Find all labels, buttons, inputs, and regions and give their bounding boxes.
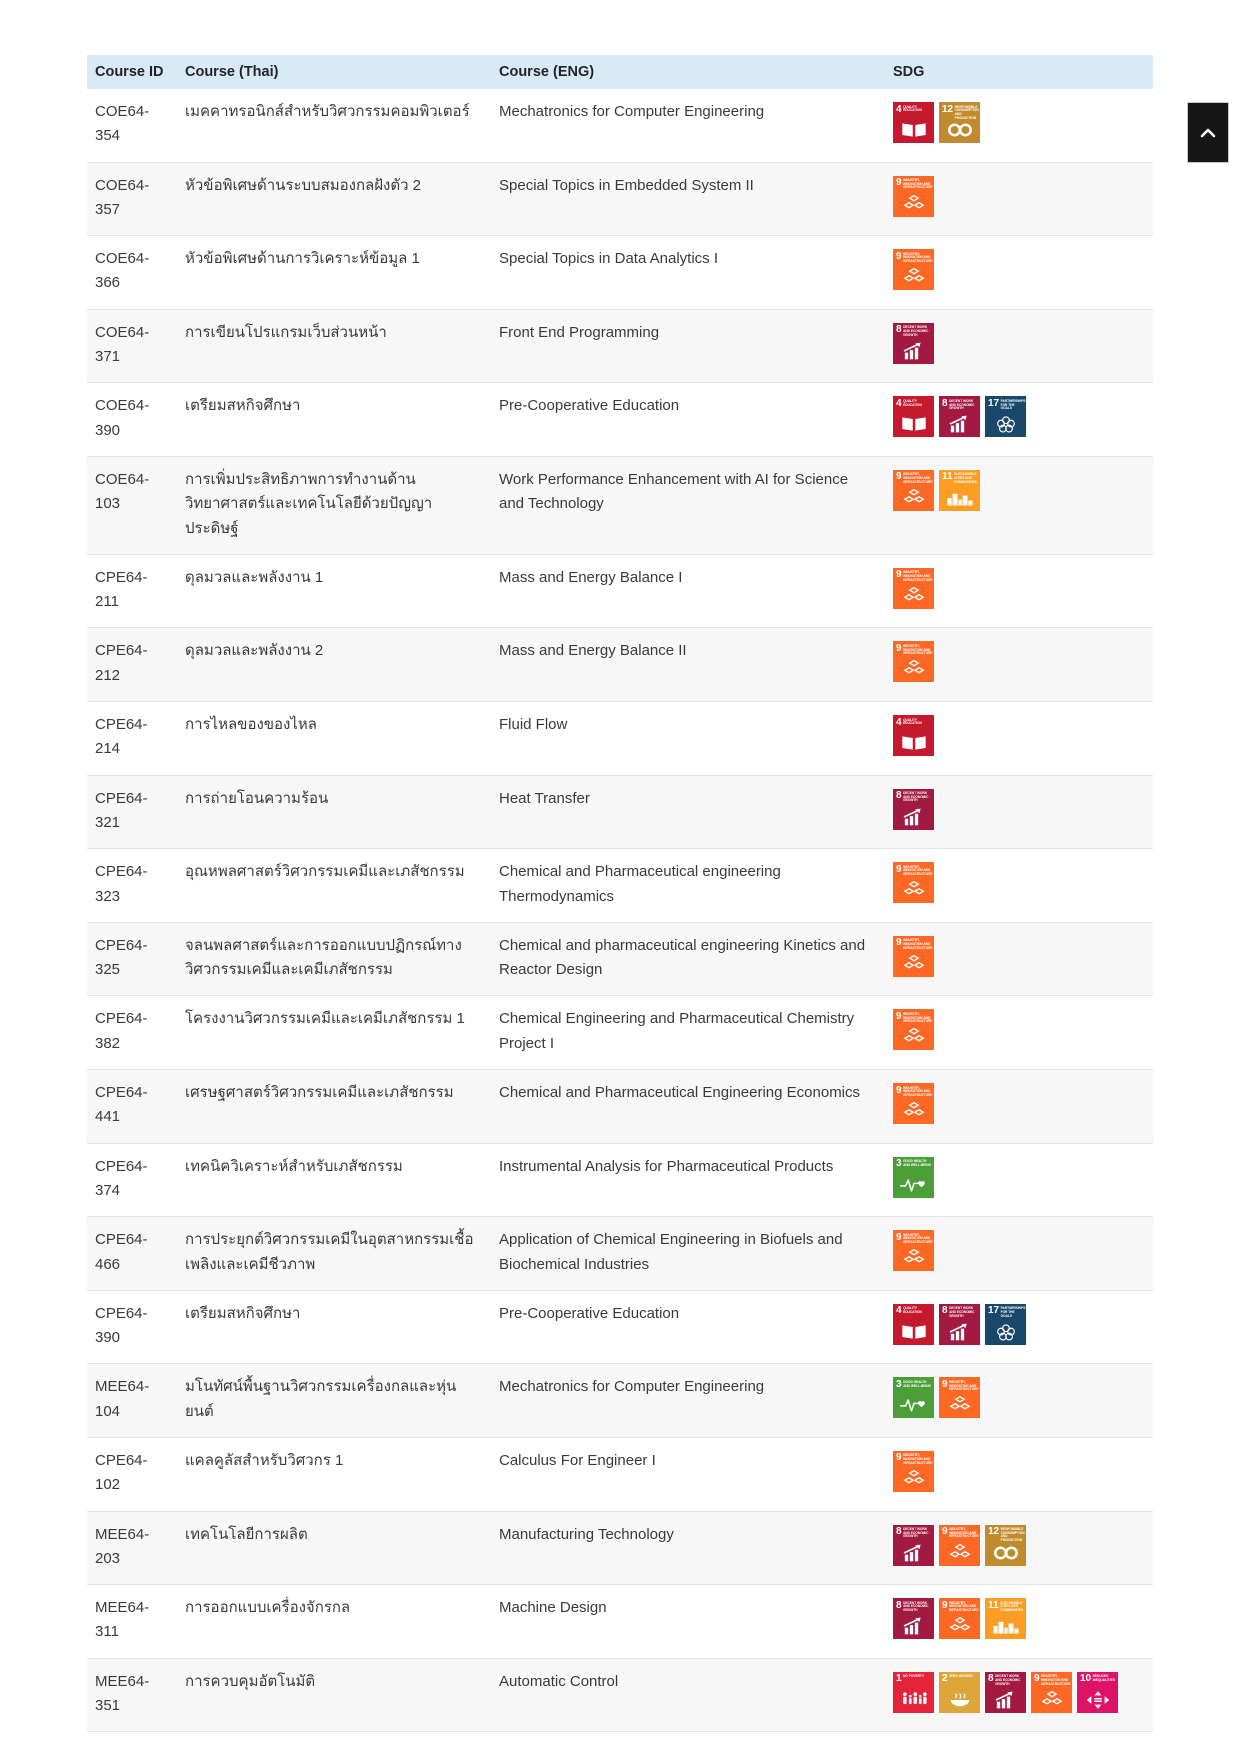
course-eng-cell: Front End Programming — [499, 323, 660, 341]
course-id-cell: COE64-354 — [95, 103, 150, 145]
table-row — [87, 996, 1153, 1070]
table-row — [87, 1511, 1153, 1585]
course-thai-cell: เศรษฐศาสตร์วิศวกรรมเคมีและเภสัชกรรม — [185, 1084, 454, 1102]
sdg-cell — [885, 849, 1153, 923]
sdg-9-industry-innovation-icon: 9 INDUSTRY, INNOVATION AND INFRASTRUCTURE — [939, 1377, 980, 1418]
sdg-9-industry-innovation-icon: 9 INDUSTRY, INNOVATION AND INFRASTRUCTURE — [893, 568, 934, 609]
sdg-9-industry-innovation-icon: 9 INDUSTRY, INNOVATION AND INFRASTRUCTURE — [1031, 1672, 1072, 1713]
table-row — [87, 1437, 1153, 1511]
sdg-8-decent-work-icon: 8 DECENT WORK AND ECONOMIC GROWTH — [893, 789, 934, 830]
course-thai-cell: เทคโนโลยีการผลิต — [185, 1525, 308, 1543]
sdg-icon-group — [893, 639, 1145, 682]
sdg-icon-group — [893, 934, 1145, 977]
course-id-cell: COE64-371 — [95, 323, 150, 366]
course-thai-cell: อุณหพลศาสตร์วิศวกรรมเคมีและเภสัชกรรม — [185, 863, 465, 881]
sdg-17-partnerships-icon: 17 PARTNERSHIPS FOR THE GOALS — [985, 1304, 1026, 1345]
sdg-10-reduced-inequalities-icon: 10 REDUCED INEQUALITIES — [1077, 1672, 1118, 1713]
sdg-12-responsible-consumption-icon: 12 RESPONSIBLE CONSUMPTION AND PRODUCTION — [985, 1525, 1026, 1566]
sdg-cell — [885, 383, 1153, 457]
course-thai-cell: การไหลของของไหล — [185, 716, 317, 734]
table-row — [87, 309, 1153, 383]
table-row — [87, 849, 1153, 923]
course-eng-cell: Automatic Control — [499, 1672, 619, 1690]
course-thai-cell: การประยุกต์วิศวกรรมเคมีในอุตสาหกรรมเชื้อเพลิงและเคมีชีวภาพ — [185, 1231, 474, 1273]
course-eng-cell: Heat Transfer — [499, 789, 590, 807]
sdg-icon-group — [893, 247, 1145, 290]
column-header-sdg: SDG — [885, 55, 1153, 89]
course-id-cell: CPE64-211 — [95, 568, 148, 611]
course-thai-cell: การเขียนโปรแกรมเว็บส่วนหน้า — [185, 323, 387, 341]
course-id-cell: CPE64-466 — [95, 1231, 148, 1273]
sdg-icon-group — [893, 1670, 1145, 1713]
course-eng-cell: Chemical and pharmaceutical engineering Kinetics and Reactor Design — [499, 936, 866, 979]
courses-table-container — [87, 55, 1153, 1732]
course-id-cell: CPE64-374 — [95, 1157, 148, 1199]
table-row — [87, 1217, 1153, 1291]
course-id-cell: COE64-103 — [95, 470, 150, 513]
course-thai-cell: แคลคูลัสสำหรับวิศวกร 1 — [185, 1451, 344, 1469]
course-id-cell: CPE64-325 — [95, 936, 148, 979]
sdg-cell — [885, 1511, 1153, 1585]
sdg-cell — [885, 775, 1153, 849]
table-row — [87, 775, 1153, 849]
course-eng-cell: Work Performance Enhancement with AI for Science and Technology — [499, 470, 849, 513]
sdg-icon-group — [893, 1375, 1145, 1418]
course-id-cell: CPE64-323 — [95, 863, 148, 905]
sdg-9-industry-innovation-icon: 9 INDUSTRY, INNOVATION AND INFRASTRUCTURE — [893, 249, 934, 290]
sdg-cell — [885, 996, 1153, 1070]
course-id-cell: CPE64-390 — [95, 1304, 148, 1347]
table-row — [87, 1658, 1153, 1732]
sdg-cell — [885, 922, 1153, 996]
course-eng-cell: Machine Design — [499, 1599, 607, 1617]
sdg-9-industry-innovation-icon: 9 INDUSTRY, INNOVATION AND INFRASTRUCTURE — [893, 1009, 934, 1050]
course-id-cell: CPE64-212 — [95, 642, 148, 684]
table-row — [87, 456, 1153, 554]
table-row — [87, 1585, 1153, 1659]
course-thai-cell: หัวข้อพิเศษด้านระบบสมองกลฝังตัว 2 — [185, 176, 422, 194]
course-thai-cell: มโนทัศน์พื้นฐานวิศวกรรมเครื่องกลและหุ่นยนต์ — [185, 1378, 457, 1420]
sdg-icon-group — [893, 321, 1145, 364]
sdg-cell — [885, 1364, 1153, 1438]
table-row — [87, 89, 1153, 162]
table-header — [87, 55, 1153, 89]
course-eng-cell: Pre-Cooperative Education — [499, 397, 680, 415]
sdg-9-industry-innovation-icon: 9 INDUSTRY, INNOVATION AND INFRASTRUCTURE — [893, 1083, 934, 1124]
sdg-cell — [885, 309, 1153, 383]
column-header-course-thai: Course (Thai) — [177, 55, 491, 89]
sdg-8-decent-work-icon: 8 DECENT WORK AND ECONOMIC GROWTH — [893, 323, 934, 364]
sdg-8-decent-work-icon: 8 DECENT WORK AND ECONOMIC GROWTH — [939, 1304, 980, 1345]
sdg-11-sustainable-cities-icon: 11 SUSTAINABLE CITIES AND COMMUNITIES — [985, 1598, 1026, 1639]
table-row — [87, 162, 1153, 236]
sdg-cell — [885, 1437, 1153, 1511]
course-eng-cell: Chemical Engineering and Pharmaceutical Chemistry Project I — [499, 1010, 855, 1052]
sdg-icon-group — [893, 713, 1145, 756]
table-row — [87, 628, 1153, 702]
sdg-4-quality-education-icon: 4 QUALITY EDUCATION — [893, 1304, 934, 1345]
course-eng-cell: Special Topics in Embedded System II — [499, 176, 754, 194]
sdg-icon-group — [893, 1228, 1145, 1271]
sdg-icon-group — [893, 787, 1145, 830]
course-thai-cell: จลนพลศาสตร์และการออกแบบปฏิกรณ์ทางวิศวกรรมเคมีและเคมีเภสัชกรรม — [185, 936, 462, 979]
table-body — [87, 89, 1153, 1732]
sdg-8-decent-work-icon: 8 DECENT WORK AND ECONOMIC GROWTH — [939, 396, 980, 437]
sdg-1-no-poverty-icon: 1 NO POVERTY — [893, 1672, 934, 1713]
sdg-9-industry-innovation-icon: 9 INDUSTRY, INNOVATION AND INFRASTRUCTURE — [893, 1230, 934, 1271]
course-thai-cell: เมคคาทรอนิกส์สำหรับวิศวกรรมคอมพิวเตอร์ — [185, 103, 470, 120]
course-eng-cell: Pre-Cooperative Education — [499, 1304, 680, 1322]
sdg-cell — [885, 162, 1153, 236]
course-eng-cell: Mass and Energy Balance I — [499, 568, 683, 586]
sdg-9-industry-innovation-icon: 9 INDUSTRY, INNOVATION AND INFRASTRUCTURE — [893, 176, 934, 217]
sdg-cell — [885, 1143, 1153, 1217]
course-id-cell: COE64-390 — [95, 397, 150, 439]
sdg-4-quality-education-icon: 4 QUALITY EDUCATION — [893, 715, 934, 756]
chevron-up-icon — [1200, 127, 1216, 139]
course-id-cell: CPE64-382 — [95, 1010, 148, 1052]
course-eng-cell: Chemical and Pharmaceutical engineering Thermodynamics — [499, 863, 781, 905]
course-id-cell: MEE64-104 — [95, 1378, 150, 1420]
sdg-cell — [885, 1070, 1153, 1144]
sdg-cell — [885, 89, 1153, 162]
sdg-icon-group — [893, 1007, 1145, 1050]
sdg-cell — [885, 702, 1153, 776]
course-thai-cell: เตรียมสหกิจศึกษา — [185, 1304, 301, 1322]
course-thai-cell: การควบคุมอัตโนมัติ — [185, 1672, 316, 1690]
sdg-icon-group — [893, 860, 1145, 903]
course-id-cell: CPE64-102 — [95, 1451, 148, 1494]
sdg-cell — [885, 554, 1153, 628]
course-id-cell: CPE64-214 — [95, 716, 148, 758]
sdg-cell — [885, 628, 1153, 702]
sdg-cell — [885, 1658, 1153, 1732]
course-thai-cell: ดุลมวลและพลังงาน 1 — [185, 568, 324, 586]
course-eng-cell: Application of Chemical Engineering in Biofuels and Biochemical Industries — [499, 1231, 843, 1273]
course-id-cell: MEE64-351 — [95, 1672, 150, 1715]
course-id-cell: CPE64-441 — [95, 1084, 148, 1126]
sdg-9-industry-innovation-icon: 9 INDUSTRY, INNOVATION AND INFRASTRUCTURE — [893, 936, 934, 977]
sdg-11-sustainable-cities-icon: 11 SUSTAINABLE CITIES AND COMMUNITIES — [939, 470, 980, 511]
sdg-9-industry-innovation-icon: 9 INDUSTRY, INNOVATION AND INFRASTRUCTURE — [939, 1525, 980, 1566]
course-id-cell: COE64-357 — [95, 176, 150, 218]
sdg-icon-group — [893, 394, 1145, 437]
scroll-to-top-button[interactable] — [1187, 102, 1229, 163]
table-row — [87, 1290, 1153, 1364]
sdg-12-responsible-consumption-icon: 12 RESPONSIBLE CONSUMPTION AND PRODUCTION — [939, 102, 980, 143]
course-thai-cell: การถ่ายโอนความร้อน — [185, 789, 329, 807]
course-eng-cell: Calculus For Engineer I — [499, 1451, 656, 1469]
course-thai-cell: การเพิ่มประสิทธิภาพการทำงานด้านวิทยาศาสตร์และเทคโนโลยีด้วยปัญญาประดิษฐ์ — [185, 470, 433, 537]
sdg-icon-group — [893, 566, 1145, 609]
column-header-course-eng: Course (ENG) — [491, 55, 885, 89]
sdg-icon-group — [893, 1596, 1145, 1639]
table-row — [87, 1364, 1153, 1438]
course-eng-cell: Mechatronics for Computer Engineering — [499, 1378, 765, 1396]
courses-table — [87, 55, 1153, 1732]
sdg-3-good-health-icon: 3 GOOD HEALTH AND WELL-BEING — [893, 1157, 934, 1198]
table-row — [87, 1143, 1153, 1217]
course-id-cell: MEE64-203 — [95, 1525, 150, 1567]
sdg-8-decent-work-icon: 8 DECENT WORK AND ECONOMIC GROWTH — [893, 1598, 934, 1639]
sdg-icon-group — [893, 1302, 1145, 1345]
course-eng-cell: Manufacturing Technology — [499, 1525, 674, 1543]
sdg-cell — [885, 1585, 1153, 1659]
course-id-cell: MEE64-311 — [95, 1599, 150, 1641]
sdg-icon-group — [893, 174, 1145, 217]
table-row — [87, 383, 1153, 457]
sdg-8-decent-work-icon: 8 DECENT WORK AND ECONOMIC GROWTH — [985, 1672, 1026, 1713]
sdg-icon-group — [893, 1155, 1145, 1198]
table-row — [87, 236, 1153, 310]
course-eng-cell: Mass and Energy Balance II — [499, 642, 687, 660]
table-row — [87, 702, 1153, 776]
course-eng-cell: Fluid Flow — [499, 716, 568, 734]
course-thai-cell: เทคนิควิเคราะห์สำหรับเภสัชกรรม — [185, 1157, 403, 1175]
course-id-cell: COE64-366 — [95, 250, 150, 292]
sdg-2-zero-hunger-icon: 2 ZERO HUNGER — [939, 1672, 980, 1713]
course-thai-cell: โครงงานวิศวกรรมเคมีและเคมีเภสัชกรรม 1 — [185, 1010, 465, 1028]
sdg-icon-group — [893, 100, 1145, 143]
sdg-8-decent-work-icon: 8 DECENT WORK AND ECONOMIC GROWTH — [893, 1525, 934, 1566]
sdg-cell — [885, 1217, 1153, 1291]
column-header-course-id: Course ID — [87, 55, 177, 89]
course-id-cell: CPE64-321 — [95, 789, 148, 831]
course-eng-cell: Mechatronics for Computer Engineering — [499, 103, 765, 120]
table-row — [87, 554, 1153, 628]
sdg-icon-group — [893, 1081, 1145, 1124]
course-eng-cell: Special Topics in Data Analytics I — [499, 250, 719, 268]
sdg-cell — [885, 236, 1153, 310]
course-eng-cell: Instrumental Analysis for Pharmaceutical Products — [499, 1157, 834, 1175]
table-row — [87, 1070, 1153, 1144]
sdg-cell — [885, 456, 1153, 554]
sdg-9-industry-innovation-icon: 9 INDUSTRY, INNOVATION AND INFRASTRUCTURE — [893, 1451, 934, 1492]
course-thai-cell: หัวข้อพิเศษด้านการวิเคราะห์ข้อมูล 1 — [185, 250, 420, 268]
table-row — [87, 922, 1153, 996]
sdg-9-industry-innovation-icon: 9 INDUSTRY, INNOVATION AND INFRASTRUCTURE — [939, 1598, 980, 1639]
sdg-cell — [885, 1290, 1153, 1364]
course-eng-cell: Chemical and Pharmaceutical Engineering Economics — [499, 1084, 861, 1102]
sdg-17-partnerships-icon: 17 PARTNERSHIPS FOR THE GOALS — [985, 396, 1026, 437]
sdg-9-industry-innovation-icon: 9 INDUSTRY, INNOVATION AND INFRASTRUCTURE — [893, 862, 934, 903]
course-thai-cell: การออกแบบเครื่องจักรกล — [185, 1599, 351, 1617]
sdg-4-quality-education-icon: 4 QUALITY EDUCATION — [893, 396, 934, 437]
sdg-icon-group — [893, 1449, 1145, 1492]
sdg-4-quality-education-icon: 4 QUALITY EDUCATION — [893, 102, 934, 143]
sdg-3-good-health-icon: 3 GOOD HEALTH AND WELL-BEING — [893, 1377, 934, 1418]
course-thai-cell: ดุลมวลและพลังงาน 2 — [185, 642, 324, 660]
sdg-9-industry-innovation-icon: 9 INDUSTRY, INNOVATION AND INFRASTRUCTURE — [893, 470, 934, 511]
sdg-9-industry-innovation-icon: 9 INDUSTRY, INNOVATION AND INFRASTRUCTURE — [893, 641, 934, 682]
sdg-icon-group — [893, 1523, 1145, 1566]
course-thai-cell: เตรียมสหกิจศึกษา — [185, 397, 301, 415]
sdg-icon-group — [893, 468, 1145, 511]
